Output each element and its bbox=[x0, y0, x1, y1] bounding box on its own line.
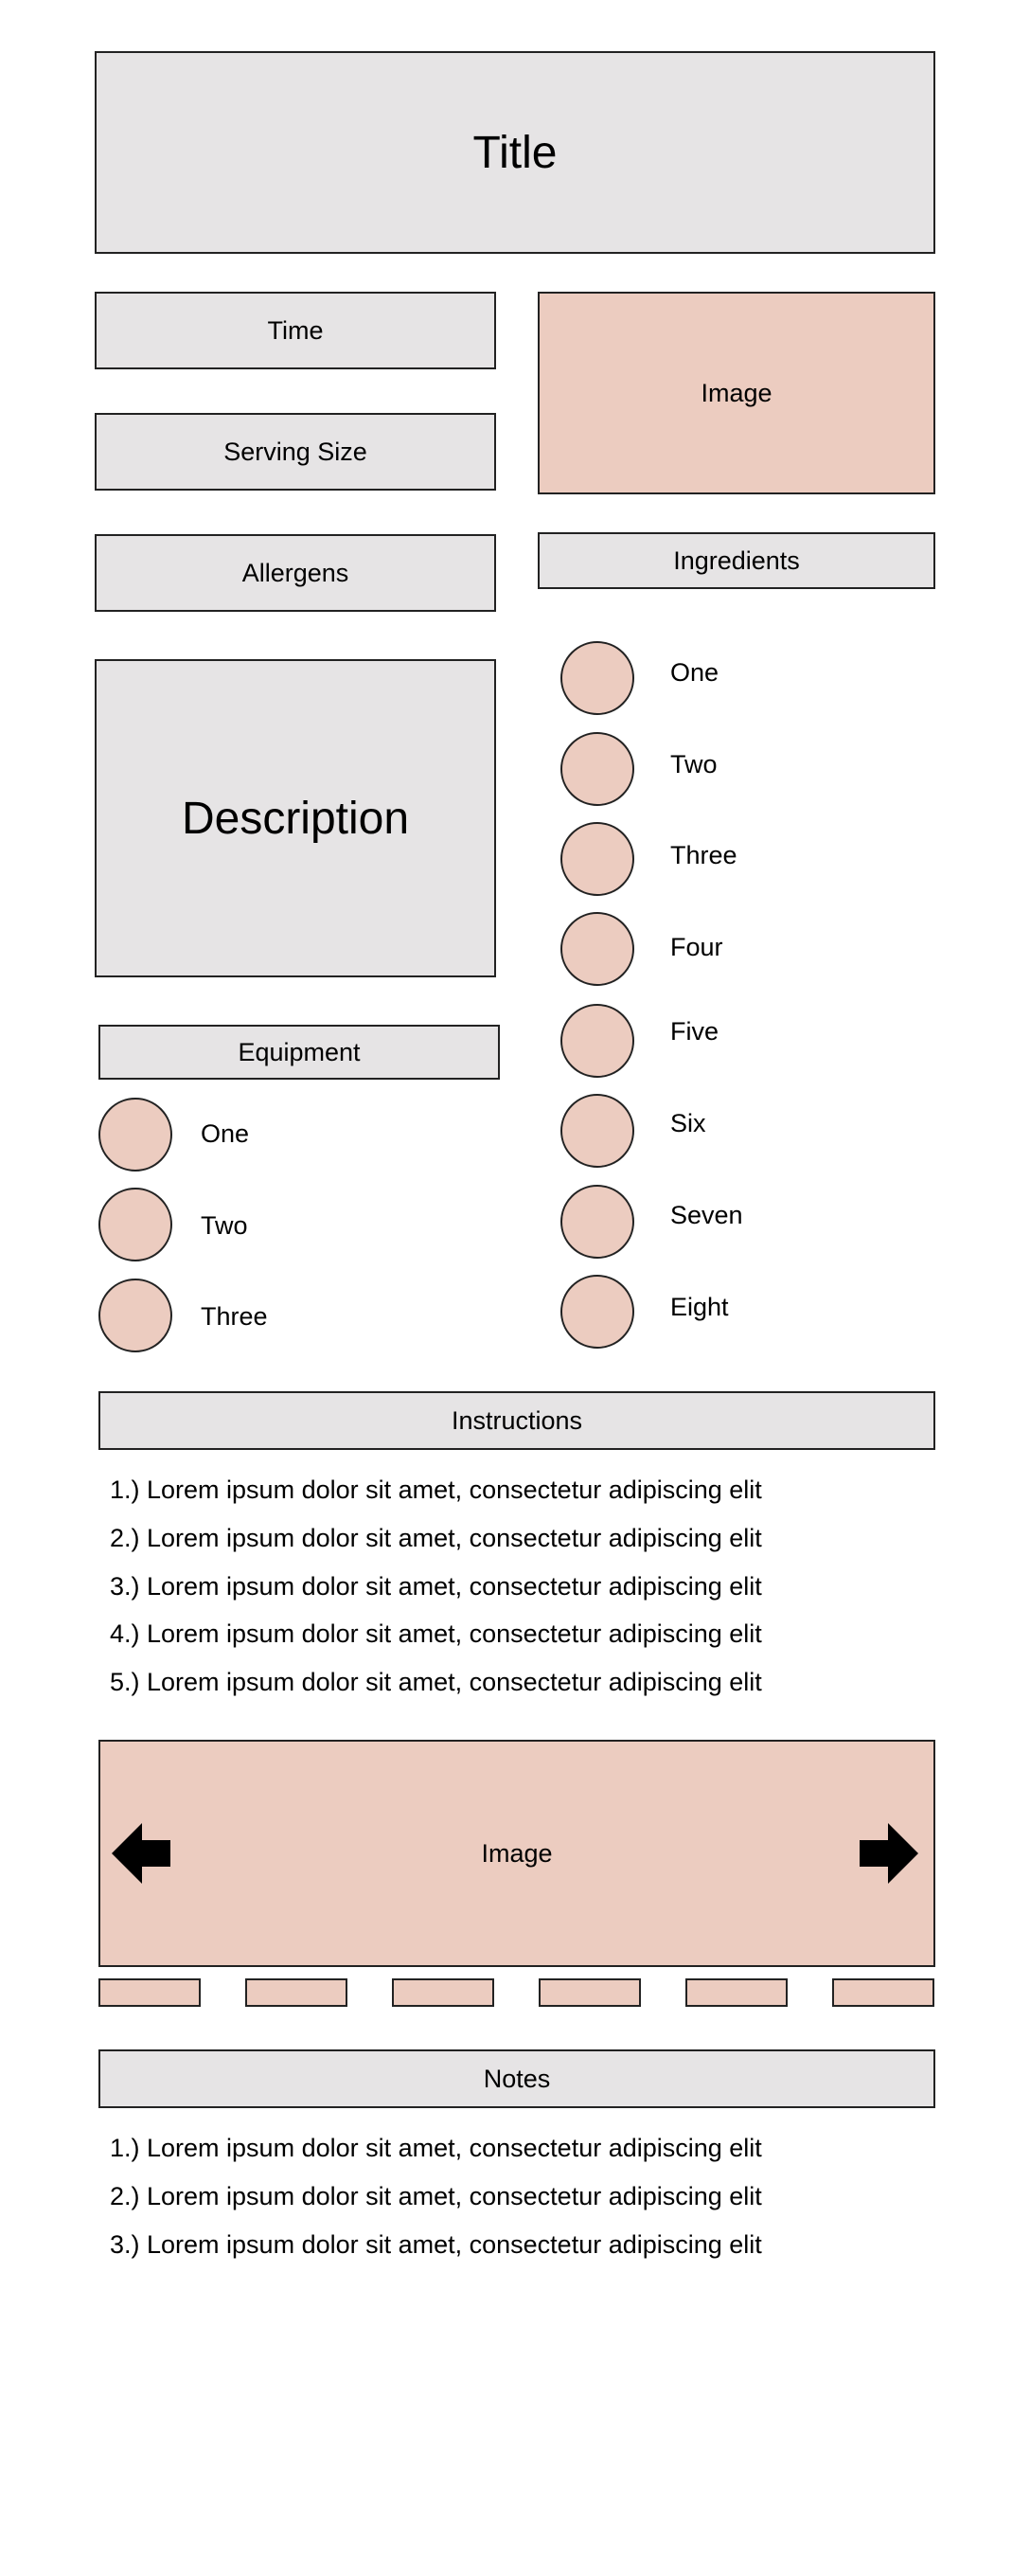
instructions-heading: Instructions bbox=[451, 1405, 583, 1435]
instruction-step: 4.) Lorem ipsum dolor sit amet, consectetur adipiscing elit bbox=[110, 1619, 762, 1648]
equipment-header bbox=[98, 1025, 500, 1080]
carousel-indicator[interactable] bbox=[392, 1978, 494, 2007]
carousel-indicator[interactable] bbox=[832, 1978, 934, 2007]
equipment-label: One bbox=[201, 1119, 250, 1148]
description-box bbox=[95, 659, 496, 977]
ingredient-checkbox[interactable] bbox=[560, 1275, 634, 1349]
instruction-step: 2.) Lorem ipsum dolor sit amet, consectetur adipiscing elit bbox=[110, 1524, 762, 1552]
instruction-step: 5.) Lorem ipsum dolor sit amet, consectetur adipiscing elit bbox=[110, 1668, 762, 1696]
ingredients-heading: Ingredients bbox=[673, 546, 800, 575]
serving-size-label: Serving Size bbox=[223, 437, 367, 466]
ingredient-label: Three bbox=[670, 841, 737, 869]
carousel-indicator[interactable] bbox=[685, 1978, 788, 2007]
ingredients-header bbox=[538, 532, 935, 589]
instructions-header bbox=[98, 1391, 935, 1450]
ingredient-checkbox[interactable] bbox=[560, 1185, 634, 1259]
equipment-checkbox[interactable] bbox=[98, 1098, 172, 1172]
equipment-checkbox[interactable] bbox=[98, 1279, 172, 1352]
carousel-image-label: Image bbox=[481, 1838, 553, 1868]
arrow-left-icon[interactable] bbox=[112, 1823, 170, 1884]
title-box bbox=[95, 51, 935, 254]
equipment-label: Three bbox=[201, 1302, 268, 1331]
ingredient-checkbox[interactable] bbox=[560, 912, 634, 986]
allergens-label: Allergens bbox=[241, 558, 349, 587]
recipe-image-label: Image bbox=[701, 378, 772, 407]
ingredient-checkbox[interactable] bbox=[560, 641, 634, 715]
ingredient-checkbox[interactable] bbox=[560, 1004, 634, 1078]
ingredient-checkbox[interactable] bbox=[560, 822, 634, 896]
note-item: 2.) Lorem ipsum dolor sit amet, consectetur adipiscing elit bbox=[110, 2182, 762, 2210]
notes-header bbox=[98, 2049, 935, 2108]
page-title: Title bbox=[472, 127, 558, 178]
ingredient-label: Two bbox=[670, 750, 718, 778]
ingredient-checkbox[interactable] bbox=[560, 732, 634, 806]
description-label: Description bbox=[181, 793, 410, 844]
time-label: Time bbox=[267, 315, 324, 345]
instruction-step: 3.) Lorem ipsum dolor sit amet, consectetur adipiscing elit bbox=[110, 1572, 762, 1601]
equipment-label: Two bbox=[201, 1211, 248, 1240]
equipment-checkbox[interactable] bbox=[98, 1188, 172, 1261]
time-field bbox=[95, 292, 496, 369]
note-item: 1.) Lorem ipsum dolor sit amet, consectetur adipiscing elit bbox=[110, 2134, 762, 2162]
arrow-right-icon[interactable] bbox=[860, 1823, 918, 1884]
image-carousel bbox=[98, 1740, 935, 1967]
allergens-field bbox=[95, 534, 496, 612]
ingredient-label: Five bbox=[670, 1017, 719, 1046]
ingredient-checkbox[interactable] bbox=[560, 1094, 634, 1168]
ingredient-label: Seven bbox=[670, 1201, 743, 1229]
instruction-step: 1.) Lorem ipsum dolor sit amet, consectetur adipiscing elit bbox=[110, 1476, 762, 1504]
ingredient-label: Six bbox=[670, 1109, 706, 1137]
carousel-indicator[interactable] bbox=[539, 1978, 641, 2007]
ingredient-label: One bbox=[670, 658, 719, 687]
ingredient-label: Four bbox=[670, 933, 723, 961]
recipe-image bbox=[538, 292, 935, 494]
serving-size-field bbox=[95, 413, 496, 491]
notes-heading: Notes bbox=[483, 2064, 551, 2093]
ingredient-label: Eight bbox=[670, 1293, 729, 1321]
equipment-heading: Equipment bbox=[238, 1037, 361, 1066]
carousel-indicator[interactable] bbox=[98, 1978, 201, 2007]
carousel-indicator[interactable] bbox=[245, 1978, 347, 2007]
note-item: 3.) Lorem ipsum dolor sit amet, consectetur adipiscing elit bbox=[110, 2230, 762, 2259]
